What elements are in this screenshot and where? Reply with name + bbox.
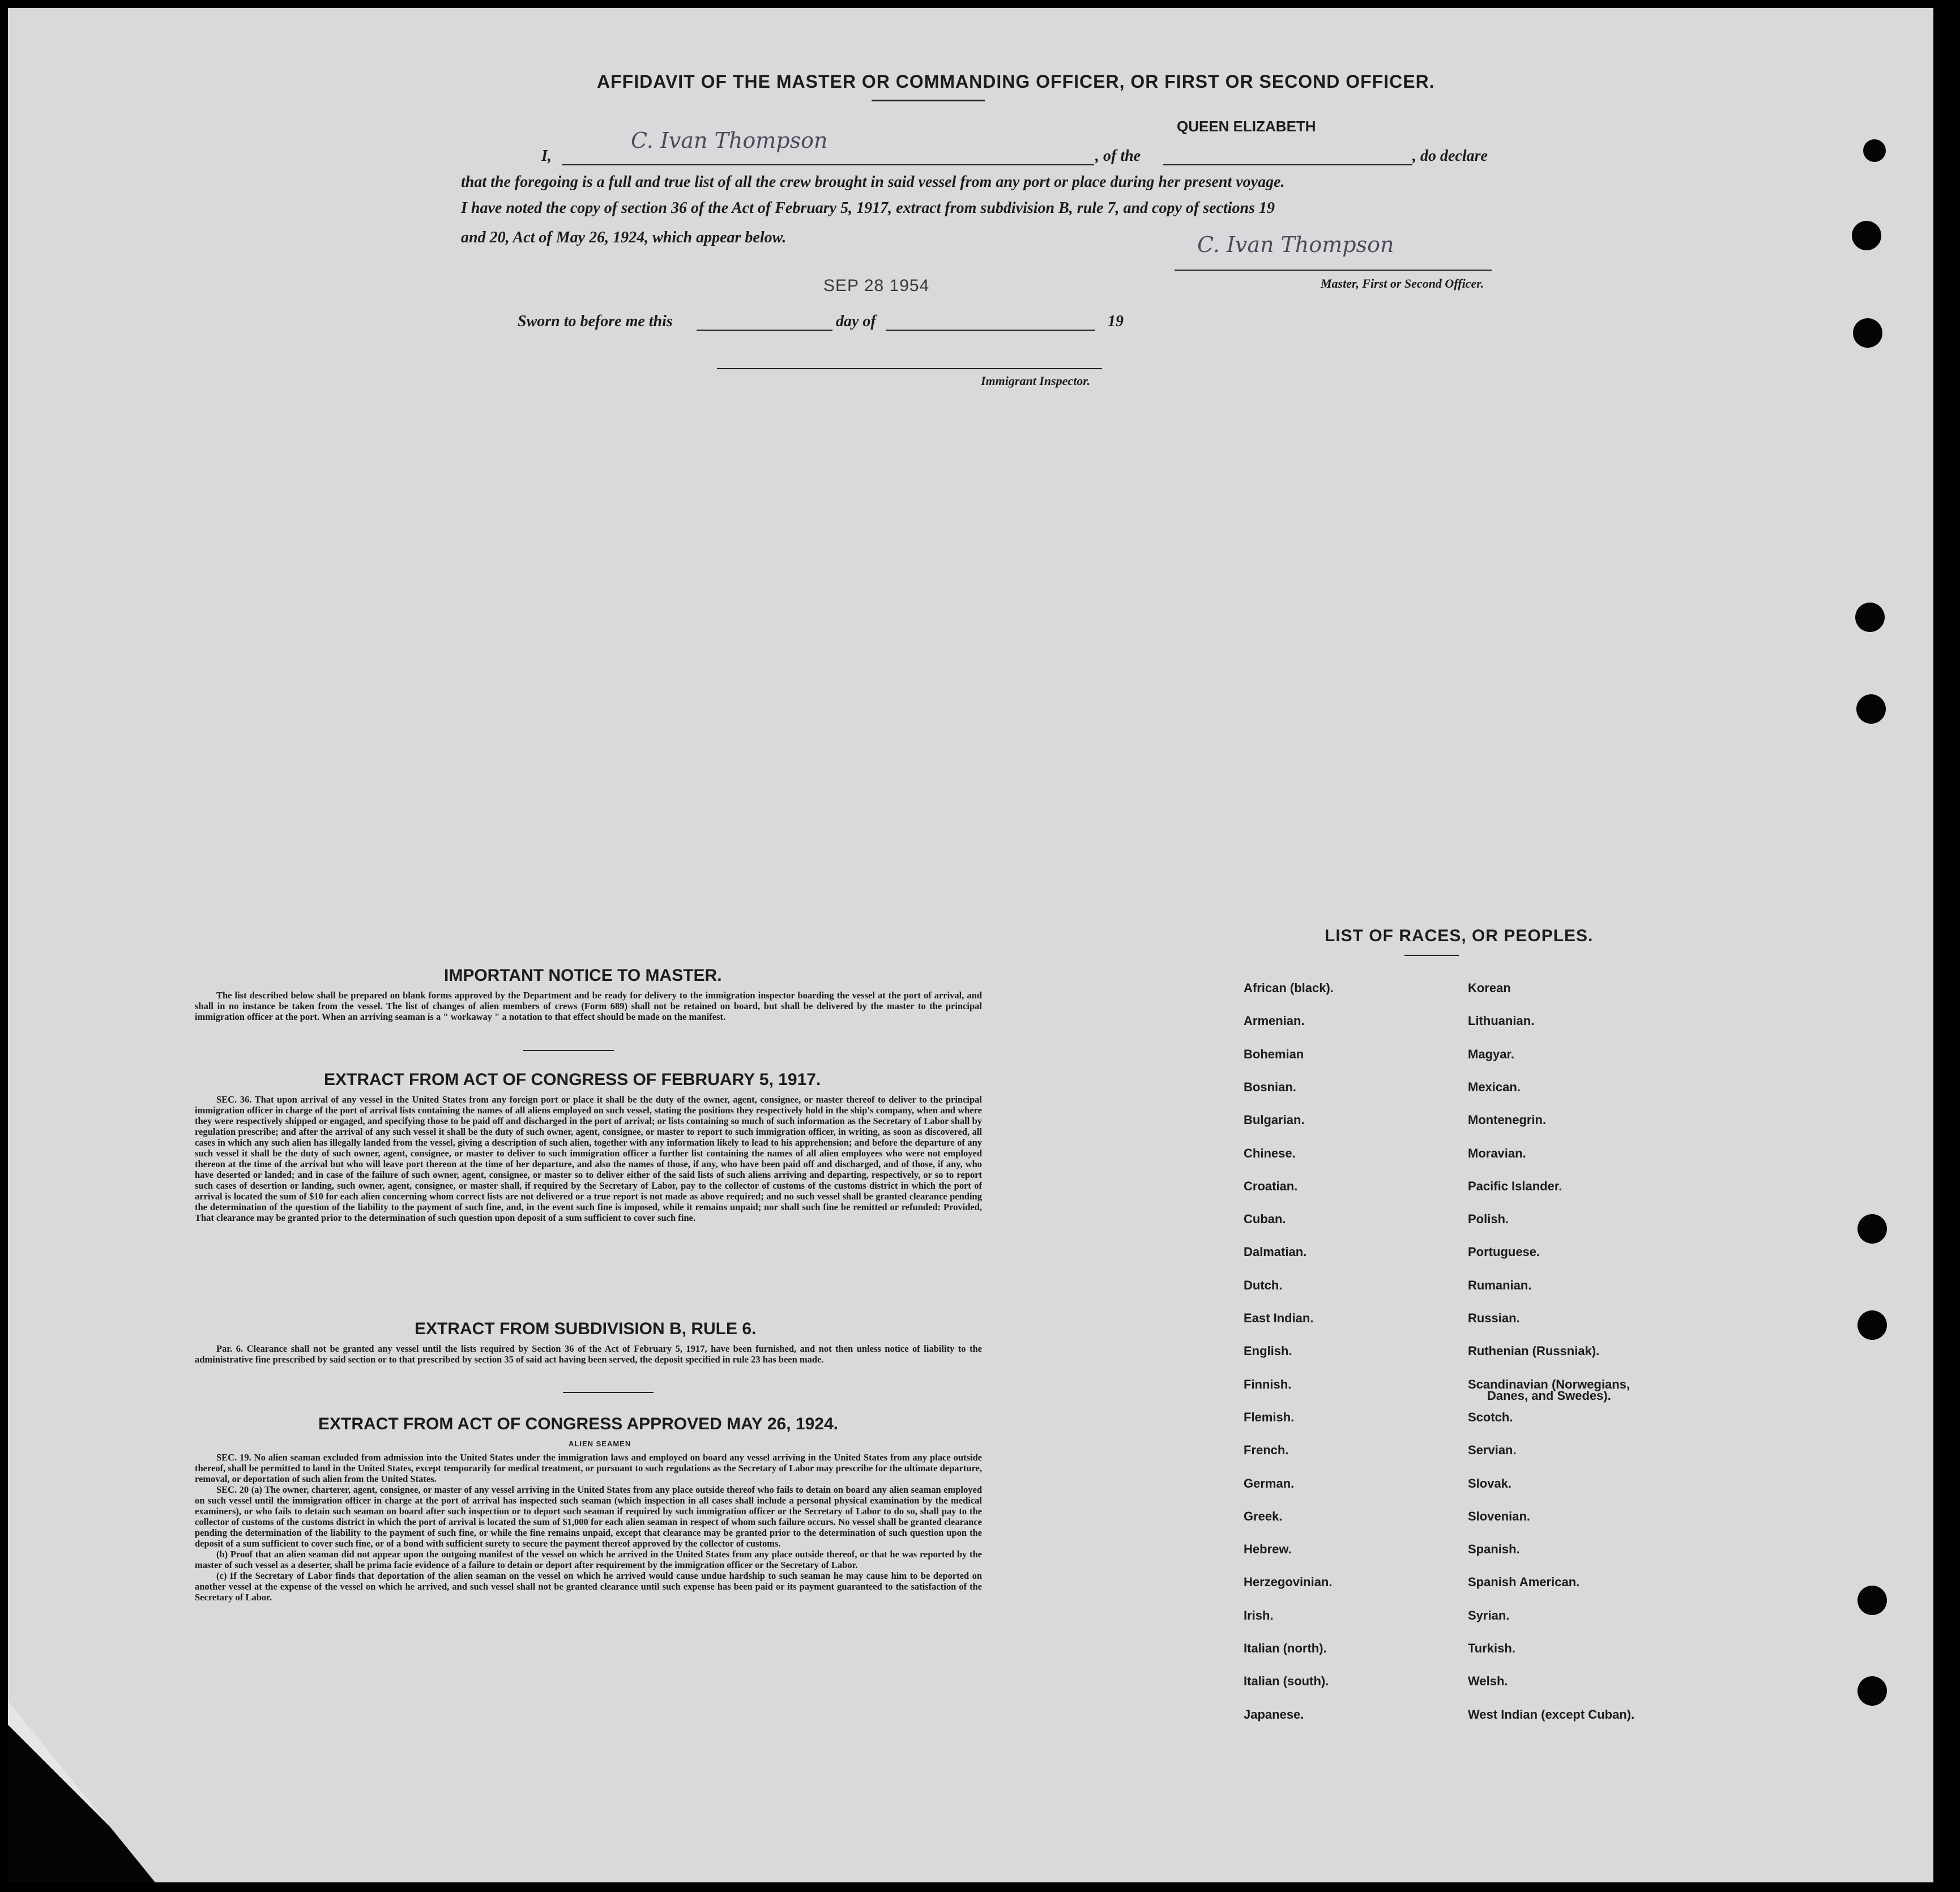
master-name-handwritten: C. Ivan Thompson xyxy=(631,128,828,153)
affidavit-i-label: I, xyxy=(541,147,552,165)
signature-line xyxy=(1175,270,1492,271)
race-item: Magyar. xyxy=(1468,1047,1514,1061)
race-item: Japanese. xyxy=(1244,1707,1304,1722)
race-item: Slovenian. xyxy=(1468,1509,1531,1523)
races-title-rule xyxy=(1404,955,1459,956)
race-item: West Indian (except Cuban). xyxy=(1468,1707,1635,1722)
notice-paragraph: The list described below shall be prepared on blank forms approved by the Department and be ready for delivery to the immigration inspector boarding the vessel at the port of arrival, and shall in no instance be taken from the vessel. The list of changes of alien members of crews (Form 689) shall not be retained on board, but shall be delivered by the master to the principal immigration officer at the port. When an arriving seaman is a " workaway " a notation to that effect should be made on the manifest. xyxy=(195,990,982,1022)
race-item: English. xyxy=(1244,1344,1292,1358)
sworn-blank xyxy=(697,330,832,331)
race-item: Hebrew. xyxy=(1244,1542,1292,1556)
affidavit-line-2: I have noted the copy of section 36 of the Act of February 5, 1917, extract from subdivision B, rule 7, and copy of sections 19 xyxy=(461,199,1275,217)
punch-hole xyxy=(1863,139,1886,162)
affidavit-line-1: that the foregoing is a full and true list of all the crew brought in said vessel from any port or place during her present voyage. xyxy=(461,173,1285,191)
punch-hole xyxy=(1857,1586,1887,1615)
race-item: Croatian. xyxy=(1244,1179,1298,1193)
punch-hole xyxy=(1856,694,1886,724)
race-item: Dalmatian. xyxy=(1244,1245,1307,1259)
race-item: Herzegovinian. xyxy=(1244,1575,1333,1589)
year-label: 19 xyxy=(1108,313,1124,330)
name-blank xyxy=(562,164,1094,165)
race-item: Flemish. xyxy=(1244,1410,1295,1424)
race-item: Irish. xyxy=(1244,1608,1274,1622)
punch-hole xyxy=(1857,1214,1887,1244)
race-item: Lithuanian. xyxy=(1468,1014,1535,1028)
race-item: Armenian. xyxy=(1244,1014,1305,1028)
affidavit-line-3: and 20, Act of May 26, 1924, which appear below. xyxy=(461,229,787,246)
race-item: Welsh. xyxy=(1468,1674,1508,1688)
race-item: Finnish. xyxy=(1244,1377,1292,1391)
extract-1917-text xyxy=(195,1094,982,1223)
race-item: Bohemian xyxy=(1244,1047,1304,1061)
punch-hole xyxy=(1857,1310,1887,1340)
section-19-paragraph: SEC. 19. No alien seaman excluded from admission into the United States under the immigration laws and employed on board any vessel arriving in the United States from any place outside thereof, shall be permitted to land in the United States, except temporarily for medical treatment, or pursuant to such regulations as the Secretary of Labor may prescribe for the ultimate departure, removal, or deportation of such alien from the United States. xyxy=(195,1452,982,1484)
race-item: Mexican. xyxy=(1468,1080,1521,1094)
rule-6-paragraph: Par. 6. Clearance shall not be granted any vessel until the lists required by Section 36 of the Act of February 5, 1917, have been furnished, and not then unless notice of liability to the administrative fine prescribed by said section or to that prescribed by section 35 of said act having been served, the deposit specified in rule 23 has been made. xyxy=(195,1343,982,1365)
section-20b-paragraph: (b) Proof that an alien seaman did not appear upon the outgoing manifest of the vessel on which he arrived in the United States from any place outside thereof, or that he was reported by the master of such vessel as a deserter, shall be prima facie evidence of a failure to detain or deport after requirement by the immigration officer or the Secretary of Labor. xyxy=(195,1549,982,1570)
section-divider xyxy=(563,1392,654,1393)
extract-1924-title: EXTRACT FROM ACT OF CONGRESS APPROVED MAY 26, 1924. xyxy=(318,1415,838,1433)
race-item: Polish. xyxy=(1468,1212,1509,1226)
master-signature: C. Ivan Thompson xyxy=(1197,232,1394,257)
section-20a-paragraph: SEC. 20 (a) The owner, charterer, agent, consignee, or master of any vessel arriving in the United States from any place outside thereof who fails to detain on board any alien seaman employed on such vessel until the immigration officer in charge at the port of arrival has inspected such seaman (which inspection in all cases shall include a personal physical examination by the medical examiners), or who fails to detain such seaman on board after such inspection or to deport such seaman if required by such immigration officer or the Secretary of Labor to do so, shall pay to the collector of customs of the customs district in which the port of arrival is located the sum of $1,000 for each alien seaman in respect of whom such failure occurs. No vessel shall be granted clearance pending the determination of the liability to the payment of such fine, or while the fine remains unpaid, except that clearance may be granted prior to the determination of such question upon the deposit of a sum sufficient to cover such fine, or of a bond with sufficient surety to secure the payment thereof approved by the collector of customs. xyxy=(195,1484,982,1549)
inspector-signature-line xyxy=(717,368,1102,369)
race-item: Bosnian. xyxy=(1244,1080,1296,1094)
date-stamp: SEP 28 1954 xyxy=(823,276,930,295)
race-item: Cuban. xyxy=(1244,1212,1286,1226)
month-blank xyxy=(886,330,1095,331)
race-item: Chinese. xyxy=(1244,1146,1296,1160)
race-item: Servian. xyxy=(1468,1443,1517,1457)
race-item: Moravian. xyxy=(1468,1146,1526,1160)
signature-caption: Master, First or Second Officer. xyxy=(1321,276,1484,291)
race-item: Pacific Islander. xyxy=(1468,1179,1562,1193)
race-item: Portuguese. xyxy=(1468,1245,1540,1259)
punch-hole xyxy=(1853,318,1882,348)
punch-hole xyxy=(1857,1676,1887,1706)
affidavit-of-the-label: , of the xyxy=(1095,147,1141,165)
race-item: Bulgarian. xyxy=(1244,1113,1305,1127)
affidavit-declare-label: , do declare xyxy=(1412,147,1488,165)
rule-6-text xyxy=(195,1343,982,1365)
race-item: Danes, and Swedes). xyxy=(1487,1389,1611,1403)
race-item: Dutch. xyxy=(1244,1278,1283,1292)
race-item: East Indian. xyxy=(1244,1311,1314,1325)
race-item: African (black). xyxy=(1244,981,1334,995)
race-item: Scandinavian (Norwegians, xyxy=(1468,1377,1630,1391)
race-item: Scotch. xyxy=(1468,1410,1513,1424)
punch-hole xyxy=(1855,603,1885,632)
affidavit-title: AFFIDAVIT OF THE MASTER OR COMMANDING OFFICER, OR FIRST OR SECOND OFFICER. xyxy=(597,71,1435,92)
sworn-label: Sworn to before me this xyxy=(518,313,673,330)
rule-6-title: EXTRACT FROM SUBDIVISION B, RULE 6. xyxy=(415,1319,757,1338)
race-item: Italian (north). xyxy=(1244,1641,1327,1655)
extract-1924-text xyxy=(195,1452,982,1603)
race-item: German. xyxy=(1244,1476,1295,1490)
section-divider xyxy=(523,1050,614,1051)
race-item: Ruthenian (Russniak). xyxy=(1468,1344,1600,1358)
notice-title: IMPORTANT NOTICE TO MASTER. xyxy=(444,966,722,985)
race-item: Korean xyxy=(1468,981,1511,995)
alien-seamen-subtitle: ALIEN SEAMEN xyxy=(569,1440,631,1448)
day-of-label: day of xyxy=(836,313,876,330)
notice-text xyxy=(195,990,982,1022)
race-item: Spanish. xyxy=(1468,1542,1520,1556)
race-item: Syrian. xyxy=(1468,1608,1510,1622)
race-item: Greek. xyxy=(1244,1509,1283,1523)
section-20c-paragraph: (c) If the Secretary of Labor finds that deportation of the alien seaman on the vessel on which he arrived would cause undue hardship to such seaman he may cause him to be deported on another vessel at the expense of the vessel on which he arrived, and such vessel shall not be granted clearance until such expense has been paid or its payment guaranteed to the satisfaction of the Secretary of Labor. xyxy=(195,1570,982,1603)
inspector-caption: Immigrant Inspector. xyxy=(981,374,1091,388)
manifest-page xyxy=(8,8,1933,1882)
extract-1917-title: EXTRACT FROM ACT OF CONGRESS OF FEBRUARY 5, 1917. xyxy=(324,1070,821,1089)
section-36-paragraph: SEC. 36. That upon arrival of any vessel in the United States from any foreign port or place it shall be the duty of the owner, agent, consignee, or master thereof to deliver to the principal immigration officer in charge of the port of arrival lists containing the names of all aliens employed on such vessel, stating the positions they respectively hold in the ship's company, when and where they were respectively shipped or engaged, and specifying those to be paid off and discharged in the port of arrival; or lists containing so much of such information as the Secretary of Labor shall by regulation prescribe; and after the arrival of any such vessel it shall be the duty of such owner, agent, consignee, or master to report to such immigration officer, in writing, as soon as discovered, all cases in which any such alien has illegally landed from the vessel, giving a description of such alien, together with any information likely to lead to his apprehension; and before the departure of any such vessel it shall be the duty of such owner, agent, consignee, or master to deliver to such immigration officer a further list containing the names of all alien employees who were not employed thereon at the time of the arrival but who will leave port thereon at the time of her departure, and also the names of those, if any, who have been paid off and discharged, and of those, if any, who have deserted or landed; and in case of the failure of such owner, agent, consignee, or master so to deliver either of the said lists of such aliens arriving and departing, respectively, or so to report such cases of desertion or landing, such owner, agent, consignee, or master shall, if required by the Secretary of Labor, pay to the collector of customs of the customs district in which the port of arrival is located the sum of $10 for each alien concerning whom correct lists are not delivered or a true report is not made as above required; and no such vessel shall be granted clearance pending the determination of the question of the liability to the payment of such fine, and, in the event such fine is imposed, while it remains unpaid; nor shall such fine be remitted or refunded: Provided, That clearance may be granted prior to the determination of such question upon deposit of a sum sufficient to cover such fine. xyxy=(195,1094,982,1223)
race-item: French. xyxy=(1244,1443,1289,1457)
race-item: Rumanian. xyxy=(1468,1278,1532,1292)
race-item: Turkish. xyxy=(1468,1641,1515,1655)
race-item: Italian (south). xyxy=(1244,1674,1329,1688)
races-title: LIST OF RACES, OR PEOPLES. xyxy=(1325,926,1594,945)
race-item: Slovak. xyxy=(1468,1476,1512,1490)
race-item: Montenegrin. xyxy=(1468,1113,1547,1127)
race-item: Spanish American. xyxy=(1468,1575,1580,1589)
punch-hole xyxy=(1852,221,1881,250)
vessel-name: QUEEN ELIZABETH xyxy=(1177,118,1316,135)
race-item: Russian. xyxy=(1468,1311,1520,1325)
vessel-blank xyxy=(1163,164,1412,165)
title-rule xyxy=(872,100,985,101)
